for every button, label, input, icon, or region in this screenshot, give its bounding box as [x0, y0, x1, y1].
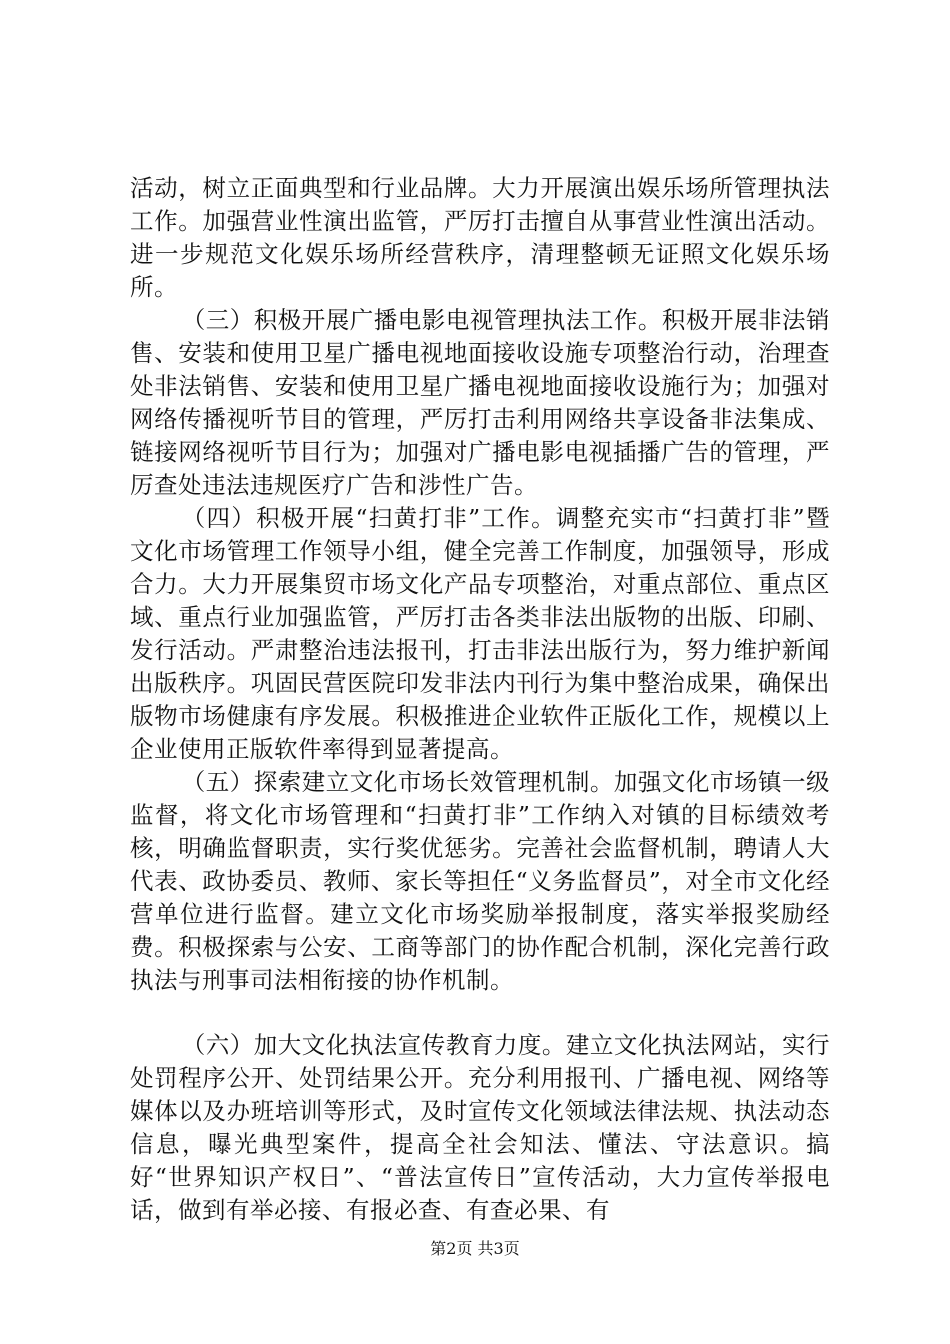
- paragraph-section-6: （六）加大文化执法宣传教育力度。建立文化执法网站，实行处罚程序公开、处罚结果公开。充分利用报刊、广播电视、网络等媒体以及办班培训等形式，及时宣传文化领域法律法规、执法动态信息，曝光典型案件，提高全社会知法、懂法、守法意识。搞好“世界知识产权日”、“普法宣传日”宣传活动，大力宣传举报电话，做到有举必接、有报必查、有查必果、有: [130, 1031, 830, 1224]
- paragraph-section-4: （四）积极开展“扫黄打非”工作。调整充实市“扫黄打非”暨文化市场管理工作领导小组，健全完善工作制度，加强领导，形成合力。大力开展集贸市场文化产品专项整治，对重点部位、重点区域、重点行业加强监管，严厉打击各类非法出版物的出版、印刷、发行活动。严肃整治违法报刊，打击非法出版行为，努力维护新闻出版秩序。巩固民营医院印发非法内刊行为集中整治成果，确保出版物市场健康有序发展。积极推进企业软件正版化工作，规模以上企业使用正版软件率得到显著提高。: [130, 504, 830, 763]
- paragraph-section-5: （五）探索建立文化市场长效管理机制。加强文化市场镇一级监督，将文化市场管理和“扫黄打非”工作纳入对镇的目标绩效考核，明确监督职责，实行奖优惩劣。完善社会监督机制，聘请人大代表、政协委员、教师、家长等担任“义务监督员”，对全市文化经营单位进行监督。建立文化市场奖励举报制度，落实举报奖励经费。积极探索与公安、工商等部门的协作配合机制，深化完善行政执法与刑事司法相衔接的协作机制。: [130, 768, 830, 994]
- document-body: [130, 172, 830, 1227]
- paragraph-section-3: （三）积极开展广播电影电视管理执法工作。积极开展非法销售、安装和使用卫星广播电视地面接收设施专项整治行动，治理查处非法销售、安装和使用卫星广播电视地面接收设施行为；加强对网络传播视听节目的管理，严厉打击利用网络共享设备非法集成、链接网络视听节目行为；加强对广播电影电视插播广告的管理，严厉查处违法违规医疗广告和涉性广告。: [130, 306, 830, 499]
- paragraph-continuation: 活动，树立正面典型和行业品牌。大力开展演出娱乐场所管理执法工作。加强营业性演出监管，严厉打击擅自从事营业性演出活动。进一步规范文化娱乐场所经营秩序，清理整顿无证照文化娱乐场所。: [130, 174, 830, 301]
- page-footer: 第2页 共3页: [430, 1239, 520, 1258]
